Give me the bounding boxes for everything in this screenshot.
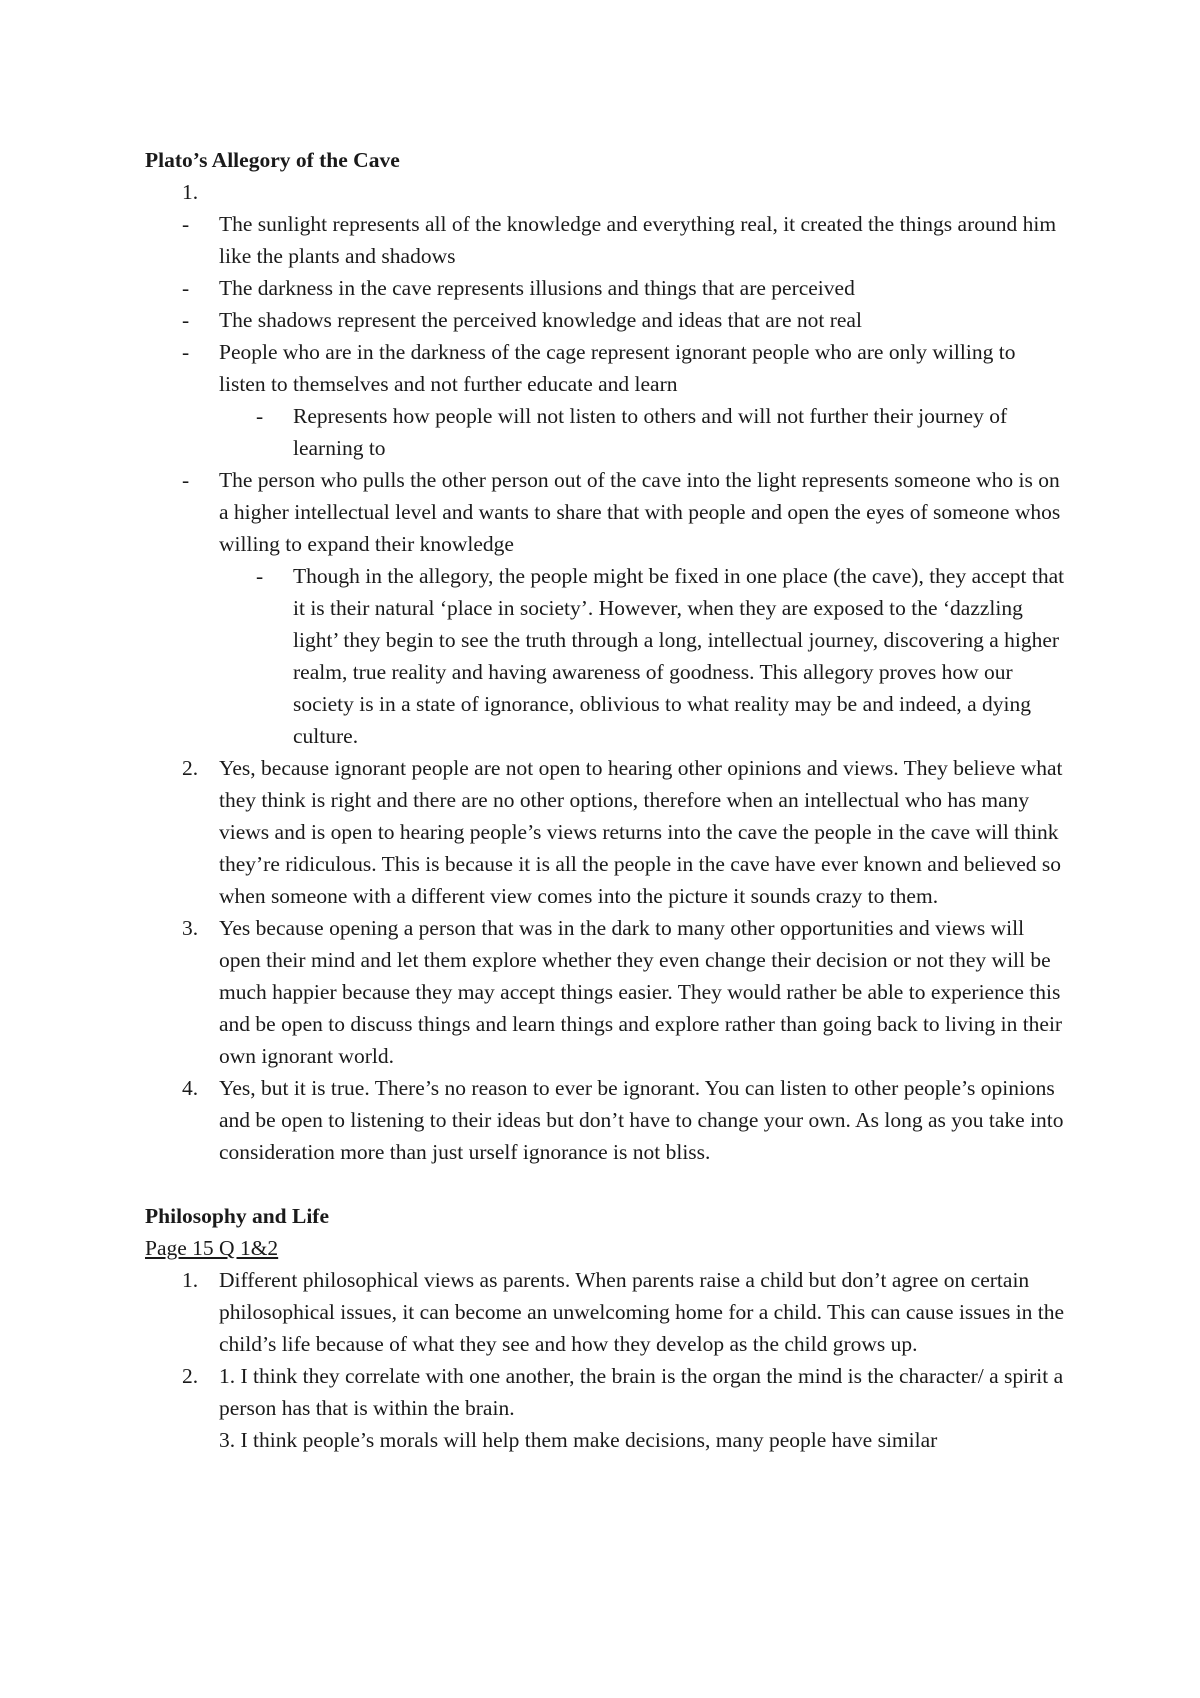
sub-bullet-item	[145, 400, 1065, 464]
sub-bullet-text: Represents how people will not listen to others and will not further their journey of learning to	[293, 404, 1008, 460]
section-heading-allegory: Plato’s Allegory of the Cave	[145, 148, 400, 172]
bullet-item	[145, 304, 1065, 336]
bullet-dash: -	[182, 212, 190, 236]
page-reference: Page 15 Q 1&2	[145, 1236, 279, 1260]
answer-text: Different philosophical views as parents. When parents raise a child but don’t agree on certain philosophical issues, it can become an unwelcoming home for a child. This can cause issues in the child’s life because of what they see and how they develop as the child grows up.	[219, 1268, 1065, 1356]
list-number: 4.	[182, 1076, 199, 1100]
answer-text: Yes, but it is true. There’s no reason to ever be ignorant. You can listen to other people’s opinions and be open to listening to their ideas but don’t have to change your own. As long as you take into consideration more than just urself ignorance is not bliss.	[219, 1076, 1064, 1164]
list-item	[145, 1264, 1065, 1360]
section-heading-philosophy: Philosophy and Life	[145, 1204, 329, 1228]
bullet-dash: -	[182, 308, 190, 332]
sub-bullet-item	[145, 560, 1065, 752]
document-body	[145, 144, 1065, 1456]
list-item	[145, 176, 1065, 208]
bullet-dash: -	[182, 340, 190, 364]
list-number: 1.	[182, 180, 199, 204]
answer-text: 1. I think they correlate with one another, the brain is the organ the mind is the character/ a spirit a person has that is within the brain.	[219, 1364, 1064, 1420]
sub-bullet-text: Though in the allegory, the people might be fixed in one place (the cave), they accept that it is their natural ‘place in society’. However, when they are exposed to the ‘dazzling light’ they begin to see the truth through a long, intellectual journey, discovering a higher realm, true reality and having awareness of goodness. This allegory proves how our society is in a state of ignorance, oblivious to what reality may be and indeed, a dying culture.	[293, 564, 1065, 748]
list-number: 2.	[182, 1364, 199, 1388]
answer-text: Yes because opening a person that was in the dark to many other opportunities and views will open their mind and let them explore whether they even change their decision or not they will be much happier because they may accept things easier. They would rather be able to experience this and be open to discuss things and learn things and explore rather than going back to living in their own ignorant world.	[219, 916, 1063, 1068]
bullet-dash: -	[256, 404, 264, 428]
bullet-item	[145, 272, 1065, 304]
bullet-dash: -	[256, 564, 264, 588]
bullet-item	[145, 464, 1065, 560]
paragraph-spacer	[145, 1168, 1065, 1200]
bullet-text: People who are in the darkness of the cage represent ignorant people who are only willing to listen to themselves and not further educate and learn	[219, 340, 1016, 396]
bullet-dash: -	[182, 276, 190, 300]
list-item	[145, 1360, 1065, 1456]
bullet-text: The shadows represent the perceived knowledge and ideas that are not real	[219, 308, 862, 332]
bullet-text: The person who pulls the other person out of the cave into the light represents someone who is on a higher intellectual level and wants to share that with people and open the eyes of someone whos willing to expand their knowledge	[219, 468, 1061, 556]
answer-text: Yes, because ignorant people are not open to hearing other opinions and views. They believe what they think is right and there are no other options, therefore when an intellectual who has many views and is open to hearing people’s views returns into the cave the people in the cave will think they’re ridiculous. This is because it is all the people in the cave have ever known and believed so when someone with a different view comes into the picture it sounds crazy to them.	[219, 756, 1063, 908]
bullet-text: The sunlight represents all of the knowledge and everything real, it created the things around him like the plants and shadows	[219, 212, 1057, 268]
bullet-item	[145, 336, 1065, 400]
list-item	[145, 1072, 1065, 1168]
bullet-text: The darkness in the cave represents illusions and things that are perceived	[219, 276, 855, 300]
bullet-dash: -	[182, 468, 190, 492]
list-number: 2.	[182, 756, 199, 780]
list-number: 1.	[182, 1268, 199, 1292]
bullet-item	[145, 208, 1065, 272]
list-number: 3.	[182, 916, 199, 940]
list-item	[145, 752, 1065, 912]
list-item	[145, 912, 1065, 1072]
answer-continuation: 3. I think people’s morals will help them make decisions, many people have similar	[219, 1428, 938, 1452]
